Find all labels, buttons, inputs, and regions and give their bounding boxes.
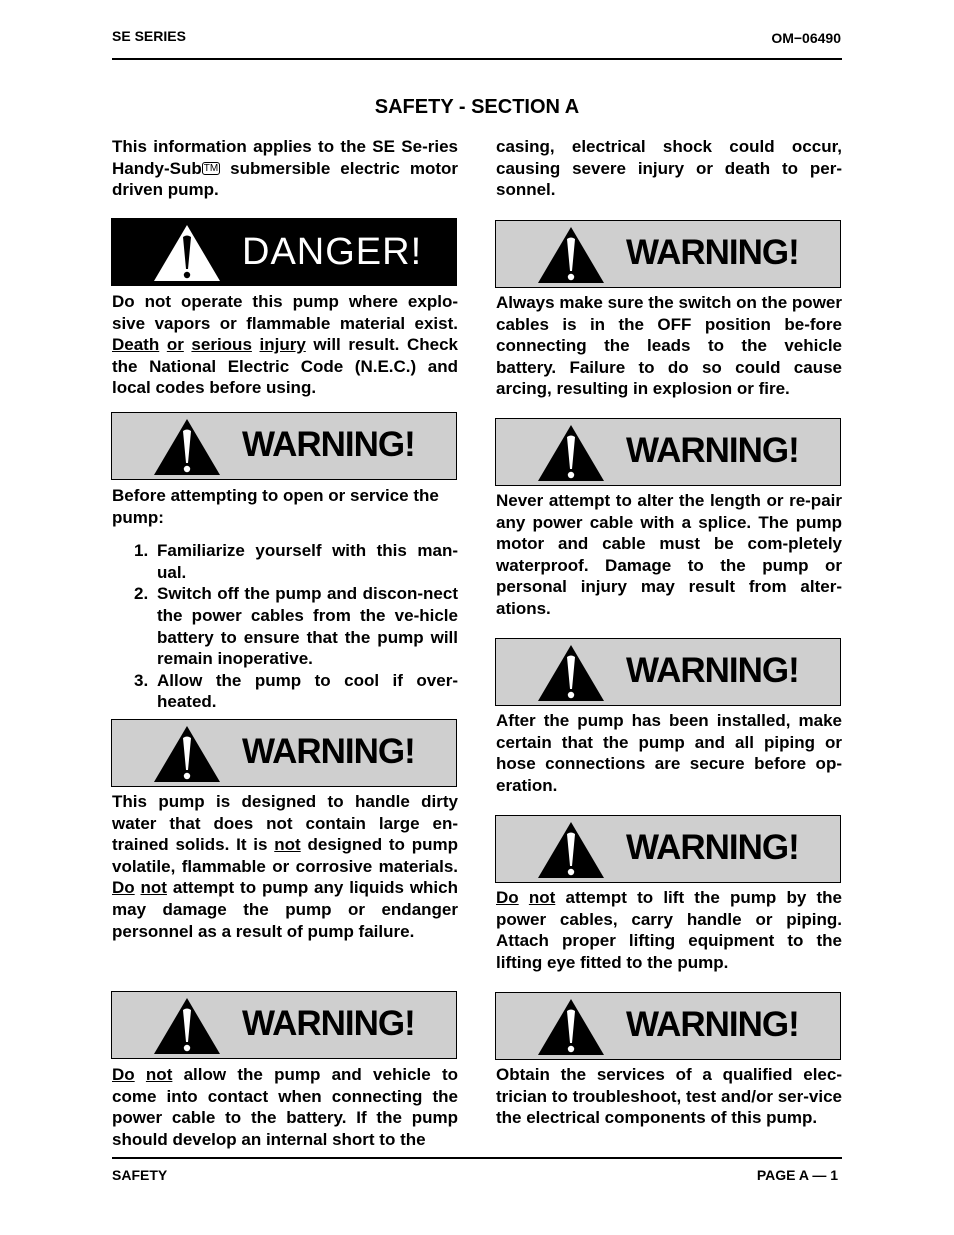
warning-4-text: Always make sure the switch on the power cables is in the OFF position be-fore connecting the leads to the vehicle battery. Failure to do so could cause arcing, resulting in explosion or fire. [496, 293, 842, 399]
danger-triangle-icon [152, 223, 222, 283]
warning-banner-6 [495, 638, 841, 706]
warning-label: WARNING! [626, 233, 799, 272]
warning-banner-3 [111, 991, 457, 1059]
service-steps-list [112, 540, 458, 713]
page-title: SAFETY - SECTION A [374, 96, 580, 118]
footer-page-number: PAGE A — 1 [756, 1167, 838, 1183]
footer-rule [112, 1157, 842, 1159]
header-document-number: OM−06490 [771, 30, 841, 46]
warning-7-text: Do not attempt to lift the pump by the power cables, carry handle or piping. Attach proper lifting equipment to the lifting eye fitted to the pump. [496, 888, 842, 972]
danger-text: Do not operate this pump where explo-sive vapors or flammable material exist. Death or serious injury will result. Check the National Electric Code (N.E.C.) and local codes before using. [112, 292, 458, 398]
warning-banner-7 [495, 815, 841, 883]
trademark-symbol: TM [203, 162, 219, 174]
warning-triangle-icon [536, 643, 606, 703]
warning-2-text: This pump is designed to handle dirty water that does not contain large en-trained solids. It is not designed to pump volatile, flammable or corrosive materials. Do not attempt to pump any liquids which may damage the pump or endanger personnel as a result of pump failure. [112, 792, 458, 941]
list-item: 1. Familiarize yourself with this man-ual. [134, 541, 458, 582]
warning-triangle-icon [152, 724, 222, 784]
warning-label: WARNING! [626, 828, 799, 867]
header-rule [112, 58, 842, 60]
warning-triangle-icon [536, 225, 606, 285]
danger-label: DANGER! [242, 231, 423, 273]
warning-label: WARNING! [626, 431, 799, 470]
warning-banner-2 [111, 719, 457, 787]
header-series: SE SERIES [112, 28, 186, 44]
warning-6-text: After the pump has been installed, make certain that the pump and all piping or hose connections are secure before op-eration. [496, 711, 842, 795]
warning-8-text: Obtain the services of a qualified elec-trician to troubleshoot, test and/or ser-vice the electrical components of this pump. [496, 1065, 842, 1128]
warning-banner-8 [495, 992, 841, 1060]
warning-triangle-icon [536, 997, 606, 1057]
list-item: 3. Allow the pump to cool if over-heated. [134, 670, 458, 712]
warning-5-text: Never attempt to alter the length or re-pair any power cable with a splice. The pump motor and cable must be com-pletely waterproof. Damage to the pump or personal injury may result from alter-ations. [496, 491, 842, 618]
intro-paragraph: This information applies to the SE Se-ries Handy-Sub TM submersible electric motor driven pump. [112, 137, 458, 200]
warning-triangle-icon [152, 996, 222, 1056]
footer-section: SAFETY [112, 1167, 168, 1183]
warning-banner-5 [495, 418, 841, 486]
warning-label: WARNING! [242, 425, 415, 464]
warning-1-text: Before attempting to open or service the pump: 1. Familiarize yourself with this man-ual. 2. Switch off the pump and discon-nect the power cables from the ve-hicle battery to ensure that the pump will remain inoperative. 3. Allow the pump to cool if over-heated. [112, 486, 458, 712]
warning-triangle-icon [536, 423, 606, 483]
warning-label: WARNING! [242, 1004, 415, 1043]
warning-triangle-icon [536, 820, 606, 880]
warning-3-text: Do not allow the pump and vehicle to come into contact when connecting the power cable to the battery. If the pump should develop an internal short to the [112, 1065, 458, 1149]
list-item: 2. Switch off the pump and discon-nect the power cables from the ve-hicle battery to ensure that the pump will remain inoperative. [134, 584, 458, 669]
warning-3-continued-text: casing, electrical shock could occur, causing severe injury or death to per-sonnel. [496, 137, 842, 200]
warning-banner-1 [111, 412, 457, 480]
warning-label: WARNING! [626, 651, 799, 690]
warning-label: WARNING! [626, 1005, 799, 1044]
warning-triangle-icon [152, 417, 222, 477]
danger-banner [111, 218, 457, 286]
warning-label: WARNING! [242, 732, 415, 771]
warning-banner-4 [495, 220, 841, 288]
